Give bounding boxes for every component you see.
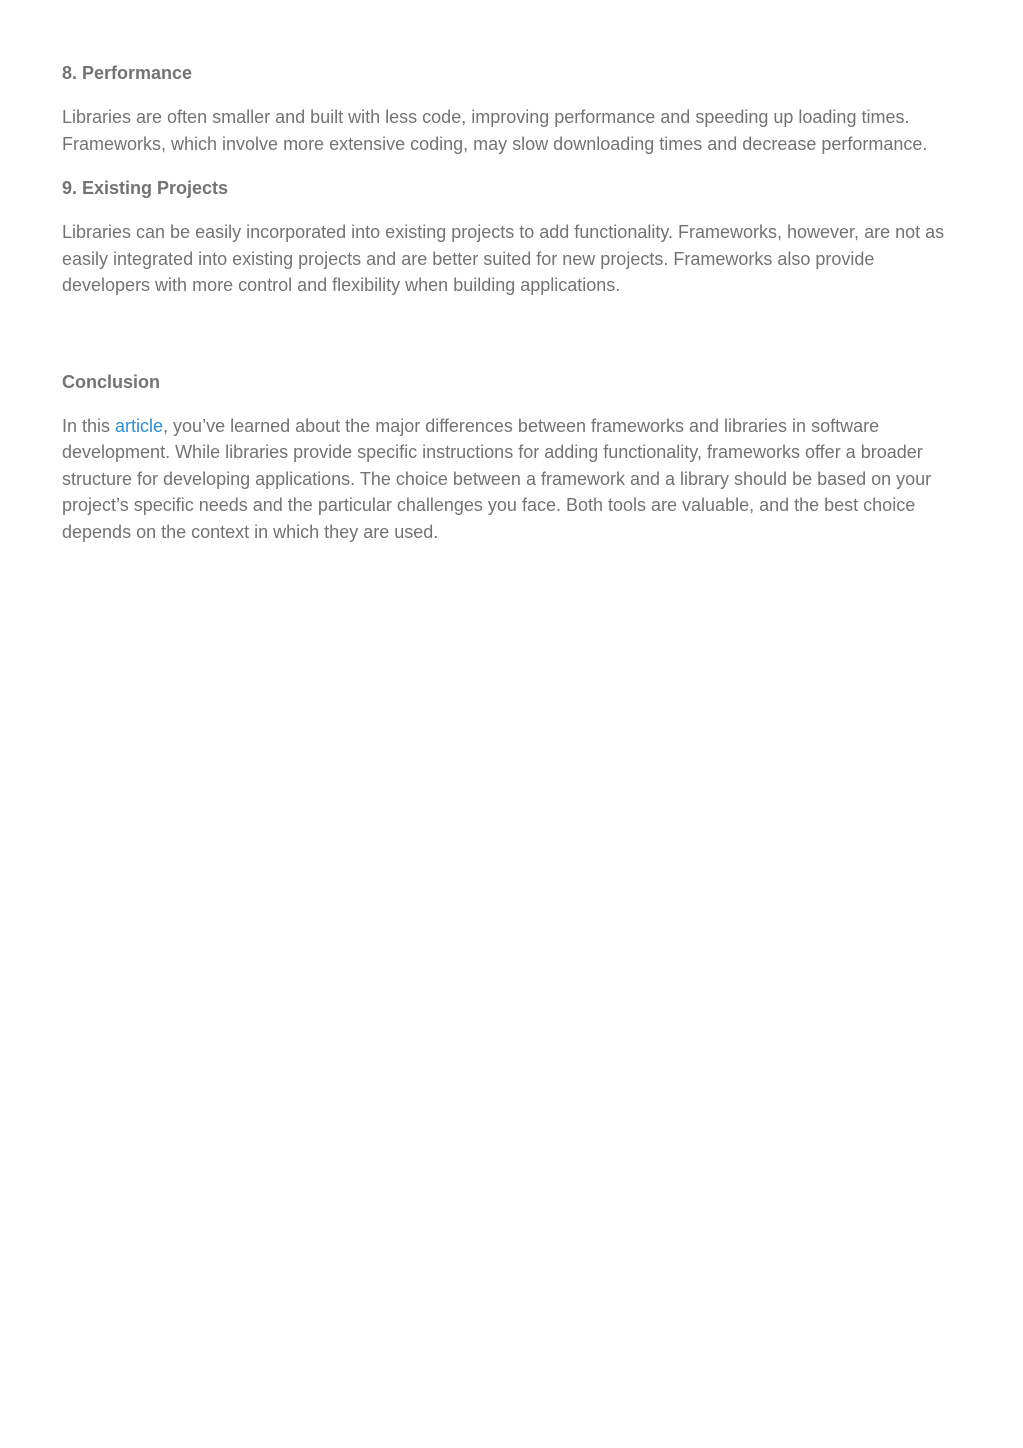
conclusion-body-suffix: , you’ve learned about the major differences between frameworks and libraries in software development. While libraries provide specific instructions for adding functionality, frameworks offer a broader structure for developing applications. The choice between a framework and a library should be based on your project’s specific needs and the particular challenges you face. Both tools are valuable, and the best choice depends on the context in which they are used.: [62, 415, 932, 542]
conclusion-heading: Conclusion: [62, 371, 160, 392]
section-heading-existing-projects: 9. Existing Projects: [62, 178, 229, 198]
conclusion-body-prefix: In this: [62, 415, 116, 436]
section-heading-performance: 8. Performance: [62, 63, 193, 83]
section-body-performance: Libraries are often smaller and built with less code, improving performance and speeding up loading times. Frameworks, which involve more extensive coding, may slow downloading times and decrease performance.: [62, 107, 928, 154]
conclusion-body: [62, 413, 962, 546]
article-link[interactable]: article: [115, 415, 164, 436]
document-page: [62, 58, 962, 545]
section-body-existing-projects: Libraries can be easily incorporated into existing projects to add functionality. Frameworks, however, are not as easily integrated into existing projects and are better suited for new projects. Frameworks also provide developers with more control and flexibility when building applications.: [62, 222, 945, 295]
